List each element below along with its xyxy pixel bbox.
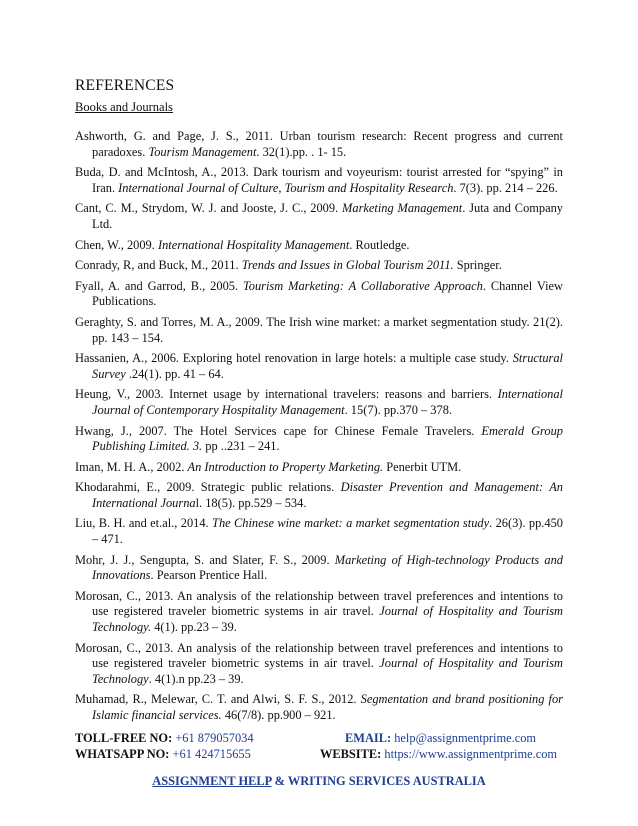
email-link[interactable]: help@assignmentprime.com — [394, 731, 537, 745]
reference-title: International Hospitality Management — [157, 237, 350, 252]
reference-text: Chen, W., 2009. — [75, 237, 158, 252]
reference-text: Ashworth, G. and Page, J. S., 2011. Urban tourism research: Recent progress and current paradoxes. — [75, 129, 563, 159]
reference-item — [75, 238, 563, 254]
reference-text: Heung, V., 2003. Internet usage by international travelers: reasons and barriers. — [75, 387, 498, 402]
website-link[interactable]: https://www.assignmentprime.com — [384, 747, 558, 761]
reference-title: International Journal of Contemporary Hospitality Management — [92, 387, 563, 417]
reference-text: Hwang, J., 2007. The Hotel Services cape for Chinese Female Travelers. — [75, 423, 482, 438]
reference-title: Journal of Hospitality and Tourism Technology — [92, 656, 563, 686]
reference-details: . 32(1).pp. . 1- 15. — [256, 144, 347, 159]
reference-title: Structural Survey — [92, 351, 563, 381]
reference-details: 4(1). pp.23 – 39. — [151, 620, 237, 635]
reference-item — [75, 424, 563, 455]
reference-details: . Routledge. — [349, 237, 410, 252]
reference-details: Penerbit UTM. — [383, 459, 462, 474]
tollfree-label: TOLL-FREE NO: — [75, 731, 173, 745]
reference-item — [75, 387, 563, 418]
reference-item — [75, 129, 563, 160]
footer-banner — [0, 774, 638, 789]
reference-details: . 26(3). pp.450 – 471. — [92, 516, 563, 547]
reference-title: Trends and Issues in Global Tourism 2011. — [241, 258, 454, 273]
reference-title: Tourism Marketing: A Collaborative Approach — [243, 278, 483, 293]
website-label: WEBSITE: — [320, 747, 382, 761]
reference-item — [75, 589, 563, 636]
tollfree-number[interactable]: +61 879057034 — [175, 731, 254, 745]
page-heading: REFERENCES — [75, 77, 175, 94]
section-subheading: Books and Journals — [75, 100, 173, 114]
reference-title: An Introduction to Property Marketing. — [187, 459, 384, 474]
reference-title: Journal of Hospitality and Tourism Technology. — [92, 604, 563, 635]
reference-list — [75, 129, 563, 729]
reference-text: Conrady, R, and Buck, M., 2011. — [75, 258, 242, 273]
assignment-help-link[interactable]: ASSIGNMENT HELP — [152, 774, 272, 788]
footer-contact-row-2 — [75, 747, 563, 762]
whatsapp-number[interactable]: +61 424715655 — [172, 747, 251, 761]
reference-title: Segmentation and brand positioning for Islamic financial services. — [92, 692, 563, 722]
reference-item — [75, 460, 563, 476]
reference-title: Tourism Management — [148, 144, 257, 159]
reference-title: Disaster Prevention and Management: An International Journa — [92, 480, 563, 510]
reference-details: . 4(1).n pp.23 – 39. — [148, 671, 244, 686]
reference-text: Geraghty, S. and Torres, M. A., 2009. The Irish wine market: a market segmentation study. 21(2). pp. 143 – 154. — [75, 314, 563, 345]
reference-text: Cant, C. M., Strydom, W. J. and Jooste, J. C., 2009. — [75, 201, 343, 216]
reference-details: . 15(7). pp.370 – 378. — [344, 402, 452, 417]
reference-text: Iman, M. H. A., 2002. — [75, 459, 188, 474]
reference-details: . 7(3). pp. 214 – 226. — [453, 180, 558, 195]
whatsapp-label: WHATSAPP NO: — [75, 747, 170, 761]
reference-title: International Journal of Culture, Tourism and Hospitality Research — [118, 180, 454, 195]
reference-text: Fyall, A. and Garrod, B., 2005. — [75, 278, 244, 293]
reference-details: .24(1). pp. 41 – 64. — [125, 366, 224, 381]
footer-contact-row-1 — [75, 731, 563, 746]
reference-title: Marketing of High-technology Products and Innovations — [92, 552, 564, 583]
reference-title: Marketing Management — [342, 201, 463, 216]
reference-details: Springer. — [453, 258, 502, 273]
reference-text: Khodarahmi, E., 2009. Strategic public relations. — [75, 480, 341, 495]
reference-details: 46(7/8). pp.900 – 921. — [221, 708, 336, 722]
reference-title: The Chinese wine market: a market segmentation study — [212, 516, 490, 531]
reference-details: l. 18(5). pp.529 – 534. — [195, 495, 307, 510]
reference-item — [75, 641, 563, 688]
reference-item — [75, 516, 563, 547]
reference-item — [75, 480, 563, 511]
reference-item — [75, 351, 563, 382]
email-label: EMAIL: — [345, 731, 392, 745]
reference-details: . Juta and Company Ltd. — [92, 201, 563, 231]
reference-details: pp ..231 – 241. — [202, 439, 280, 454]
reference-item — [75, 201, 563, 232]
reference-item — [75, 165, 563, 196]
reference-text: Morosan, C., 2013. An analysis of the relationship between travel preferences and intentions to use registered traveler biometric systems in air travel. — [75, 588, 563, 619]
reference-text: Buda, D. and McIntosh, A., 2013. Dark tourism and voyeurism: tourist arrested for “spying” in Iran. — [75, 165, 563, 195]
reference-title: Emerald Group Publishing Limited. 3. — [92, 423, 563, 454]
reference-item — [75, 258, 563, 274]
reference-item — [75, 692, 563, 723]
reference-item — [75, 553, 563, 584]
banner-text: & WRITING SERVICES AUSTRALIA — [271, 774, 486, 788]
reference-text: Mohr, J. J., Sengupta, S. and Slater, F. S., 2009. — [75, 552, 335, 567]
reference-text: Morosan, C., 2013. An analysis of the relationship between travel preferences and intentions to use registered traveler biometric systems in air travel. — [75, 640, 563, 671]
reference-details: . Channel View Publications. — [92, 278, 563, 309]
reference-text: Muhamad, R., Melewar, C. T. and Alwi, S. F. S., 2012. — [75, 692, 361, 707]
reference-item — [75, 315, 563, 346]
reference-text: Liu, B. H. and et.al., 2014. — [75, 516, 213, 531]
reference-details: . Pearson Prentice Hall. — [150, 568, 268, 583]
reference-text: Hassanien, A., 2006. Exploring hotel renovation in large hotels: a multiple case study. — [75, 351, 513, 366]
reference-item — [75, 279, 563, 310]
